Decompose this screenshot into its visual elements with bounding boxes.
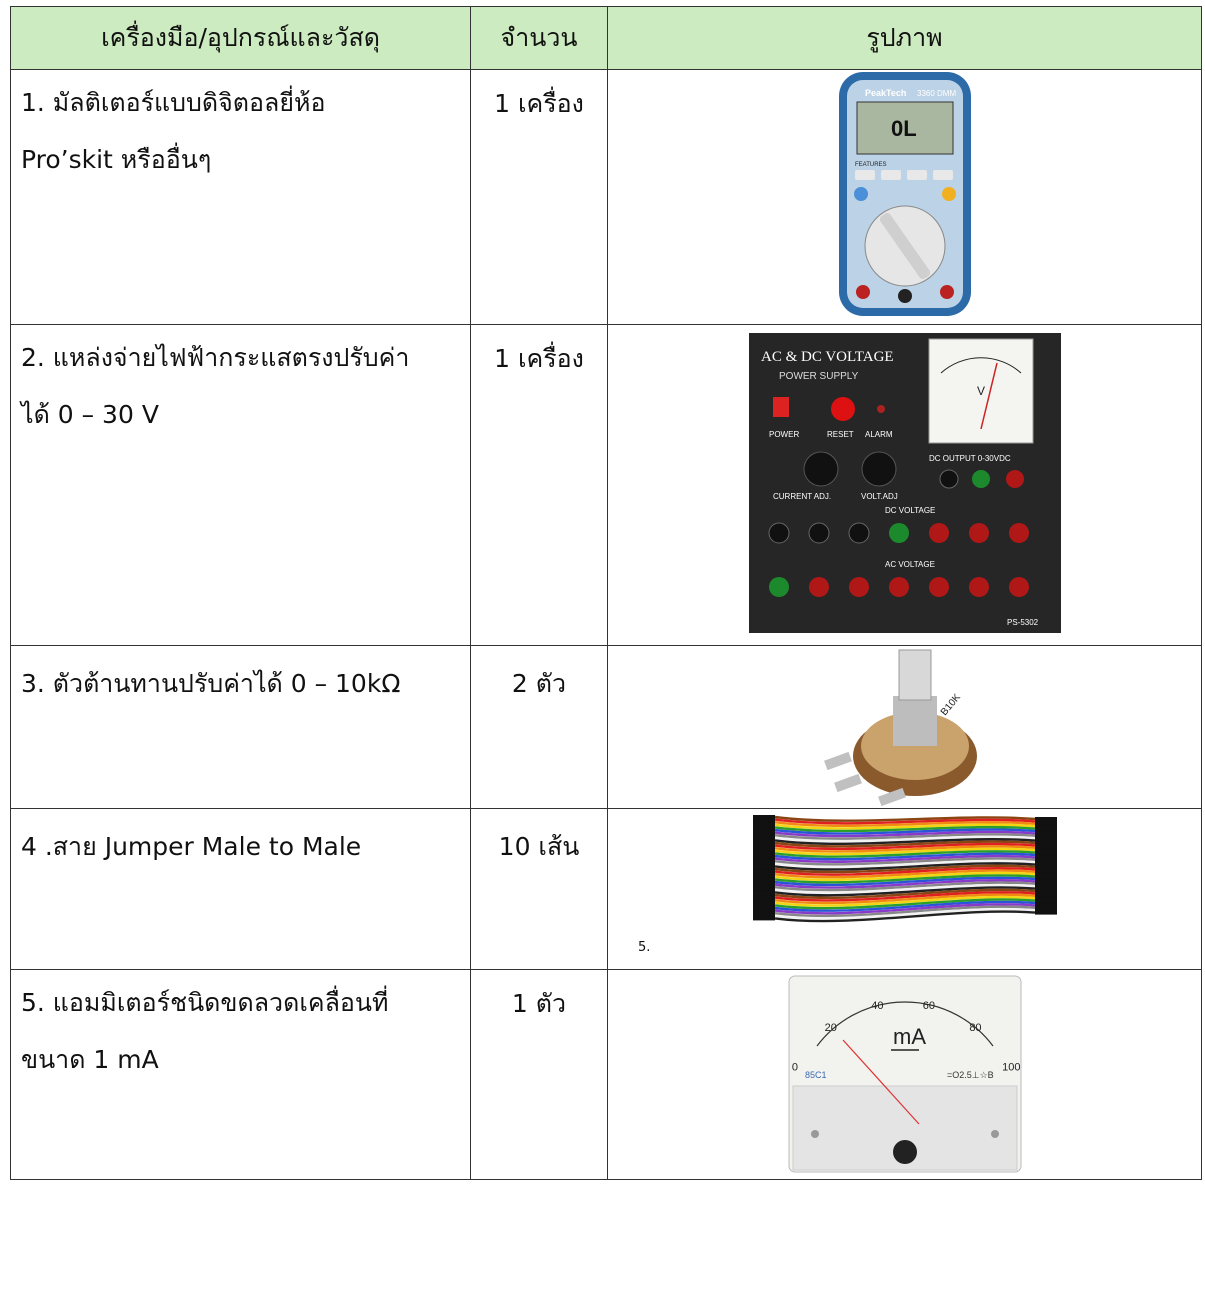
ps-dc-voltage-label: DC VOLTAGE: [884, 506, 935, 515]
item-cell: [11, 70, 471, 325]
item-qty: 2 ตัว: [511, 669, 567, 698]
jumper-wires-image: [735, 809, 1075, 961]
ammeter-scale-label: 100: [1001, 1061, 1020, 1074]
ammeter-unit: mA: [892, 1024, 926, 1049]
ammeter-image: [787, 974, 1023, 1174]
qty-cell: [471, 970, 608, 1180]
table-row: [11, 325, 1202, 646]
multimeter-display: 0L: [890, 116, 917, 141]
jumper-connector: [753, 916, 775, 920]
multimeter-image: [835, 70, 975, 318]
image-note: 5.: [638, 940, 651, 955]
ps-subtitle: POWER SUPPLY: [778, 371, 858, 382]
item-qty: 1 ตัว: [511, 989, 567, 1018]
image-cell: [608, 970, 1202, 1180]
item-name: 1. มัลติเตอร์แบบดิจิตอลยี่ห้อ: [21, 88, 326, 117]
ammeter-model: 85C1: [804, 1070, 827, 1080]
item-cell: [11, 646, 471, 809]
item-cell: [11, 809, 471, 970]
image-cell: [608, 646, 1202, 809]
ammeter-scale-label: 80: [968, 1021, 982, 1034]
item-qty: 1 เครื่อง: [494, 89, 584, 118]
item-name: 4 .สาย Jumper Male to Male: [21, 832, 362, 861]
item-name: 3. ตัวต้านทานปรับค่าได้ 0 – 10kΩ: [21, 669, 401, 698]
ps-reset-label: RESET: [826, 430, 854, 439]
table-row: [11, 646, 1202, 809]
ammeter-spec: =O2.5⊥☆B: [946, 1070, 994, 1080]
item-cell: [11, 325, 471, 646]
image-cell: [608, 70, 1202, 325]
ps-meter-unit: V: [976, 384, 985, 398]
ps-dc-output-label: DC OUTPUT 0-30VDC: [928, 454, 1011, 463]
ps-power-label: POWER: [768, 430, 799, 439]
table-header-row: [11, 7, 1202, 70]
ps-ac-voltage-label: AC VOLTAGE: [884, 560, 935, 569]
header-items: เครื่องมือ/อุปกรณ์และวัสดุ: [11, 7, 471, 70]
multimeter-brand: PeakTech: [864, 88, 906, 98]
header-image: รูปภาพ: [608, 7, 1202, 70]
qty-cell: [471, 70, 608, 325]
qty-cell: [471, 809, 608, 970]
ps-model: PS-5302: [1006, 618, 1038, 627]
ps-alarm-label: ALARM: [864, 430, 893, 439]
qty-cell: [471, 325, 608, 646]
ammeter-scale-label: 40: [870, 999, 884, 1012]
item-qty: 1 เครื่อง: [494, 344, 584, 373]
multimeter-model: 3360 DMM: [916, 89, 956, 98]
power-supply-image: [749, 333, 1061, 633]
qty-cell: [471, 646, 608, 809]
item-name: 2. แหล่งจ่ายไฟฟ้ากระแสตรงปรับค่า: [21, 343, 410, 372]
ps-volt-adj-label: VOLT.ADJ: [860, 492, 898, 501]
item-cell: [11, 970, 471, 1180]
item-name: 5. แอมมิเตอร์ชนิดขดลวดเคลื่อนที่: [21, 988, 389, 1017]
table-row: [11, 70, 1202, 325]
item-qty: 10 เส้น: [498, 832, 580, 861]
ammeter-scale-label: 20: [824, 1021, 837, 1034]
ammeter-scale-label: 60: [922, 999, 935, 1012]
item-name-cont: ได้ 0 – 30 V: [21, 400, 159, 429]
table-row: [11, 809, 1202, 970]
ammeter-scale-label: 0: [791, 1061, 798, 1074]
item-name-cont: ขนาด 1 mA: [21, 1045, 159, 1074]
table-row: [11, 970, 1202, 1180]
ps-title: AC & DC VOLTAGE: [760, 349, 894, 365]
image-cell: [608, 325, 1202, 646]
header-qty: จำนวน: [471, 7, 608, 70]
image-cell: [608, 809, 1202, 970]
multimeter-label: FEATURES: [854, 162, 887, 168]
ps-current-adj-label: CURRENT ADJ.: [772, 492, 831, 501]
equipment-table: [10, 6, 1202, 1180]
pot-marking: B10K: [938, 692, 963, 718]
potentiometer-image: [805, 646, 1005, 806]
jumper-connector: [1035, 911, 1057, 915]
item-name-cont: Pro’skit หรืออื่นๆ: [21, 145, 212, 174]
